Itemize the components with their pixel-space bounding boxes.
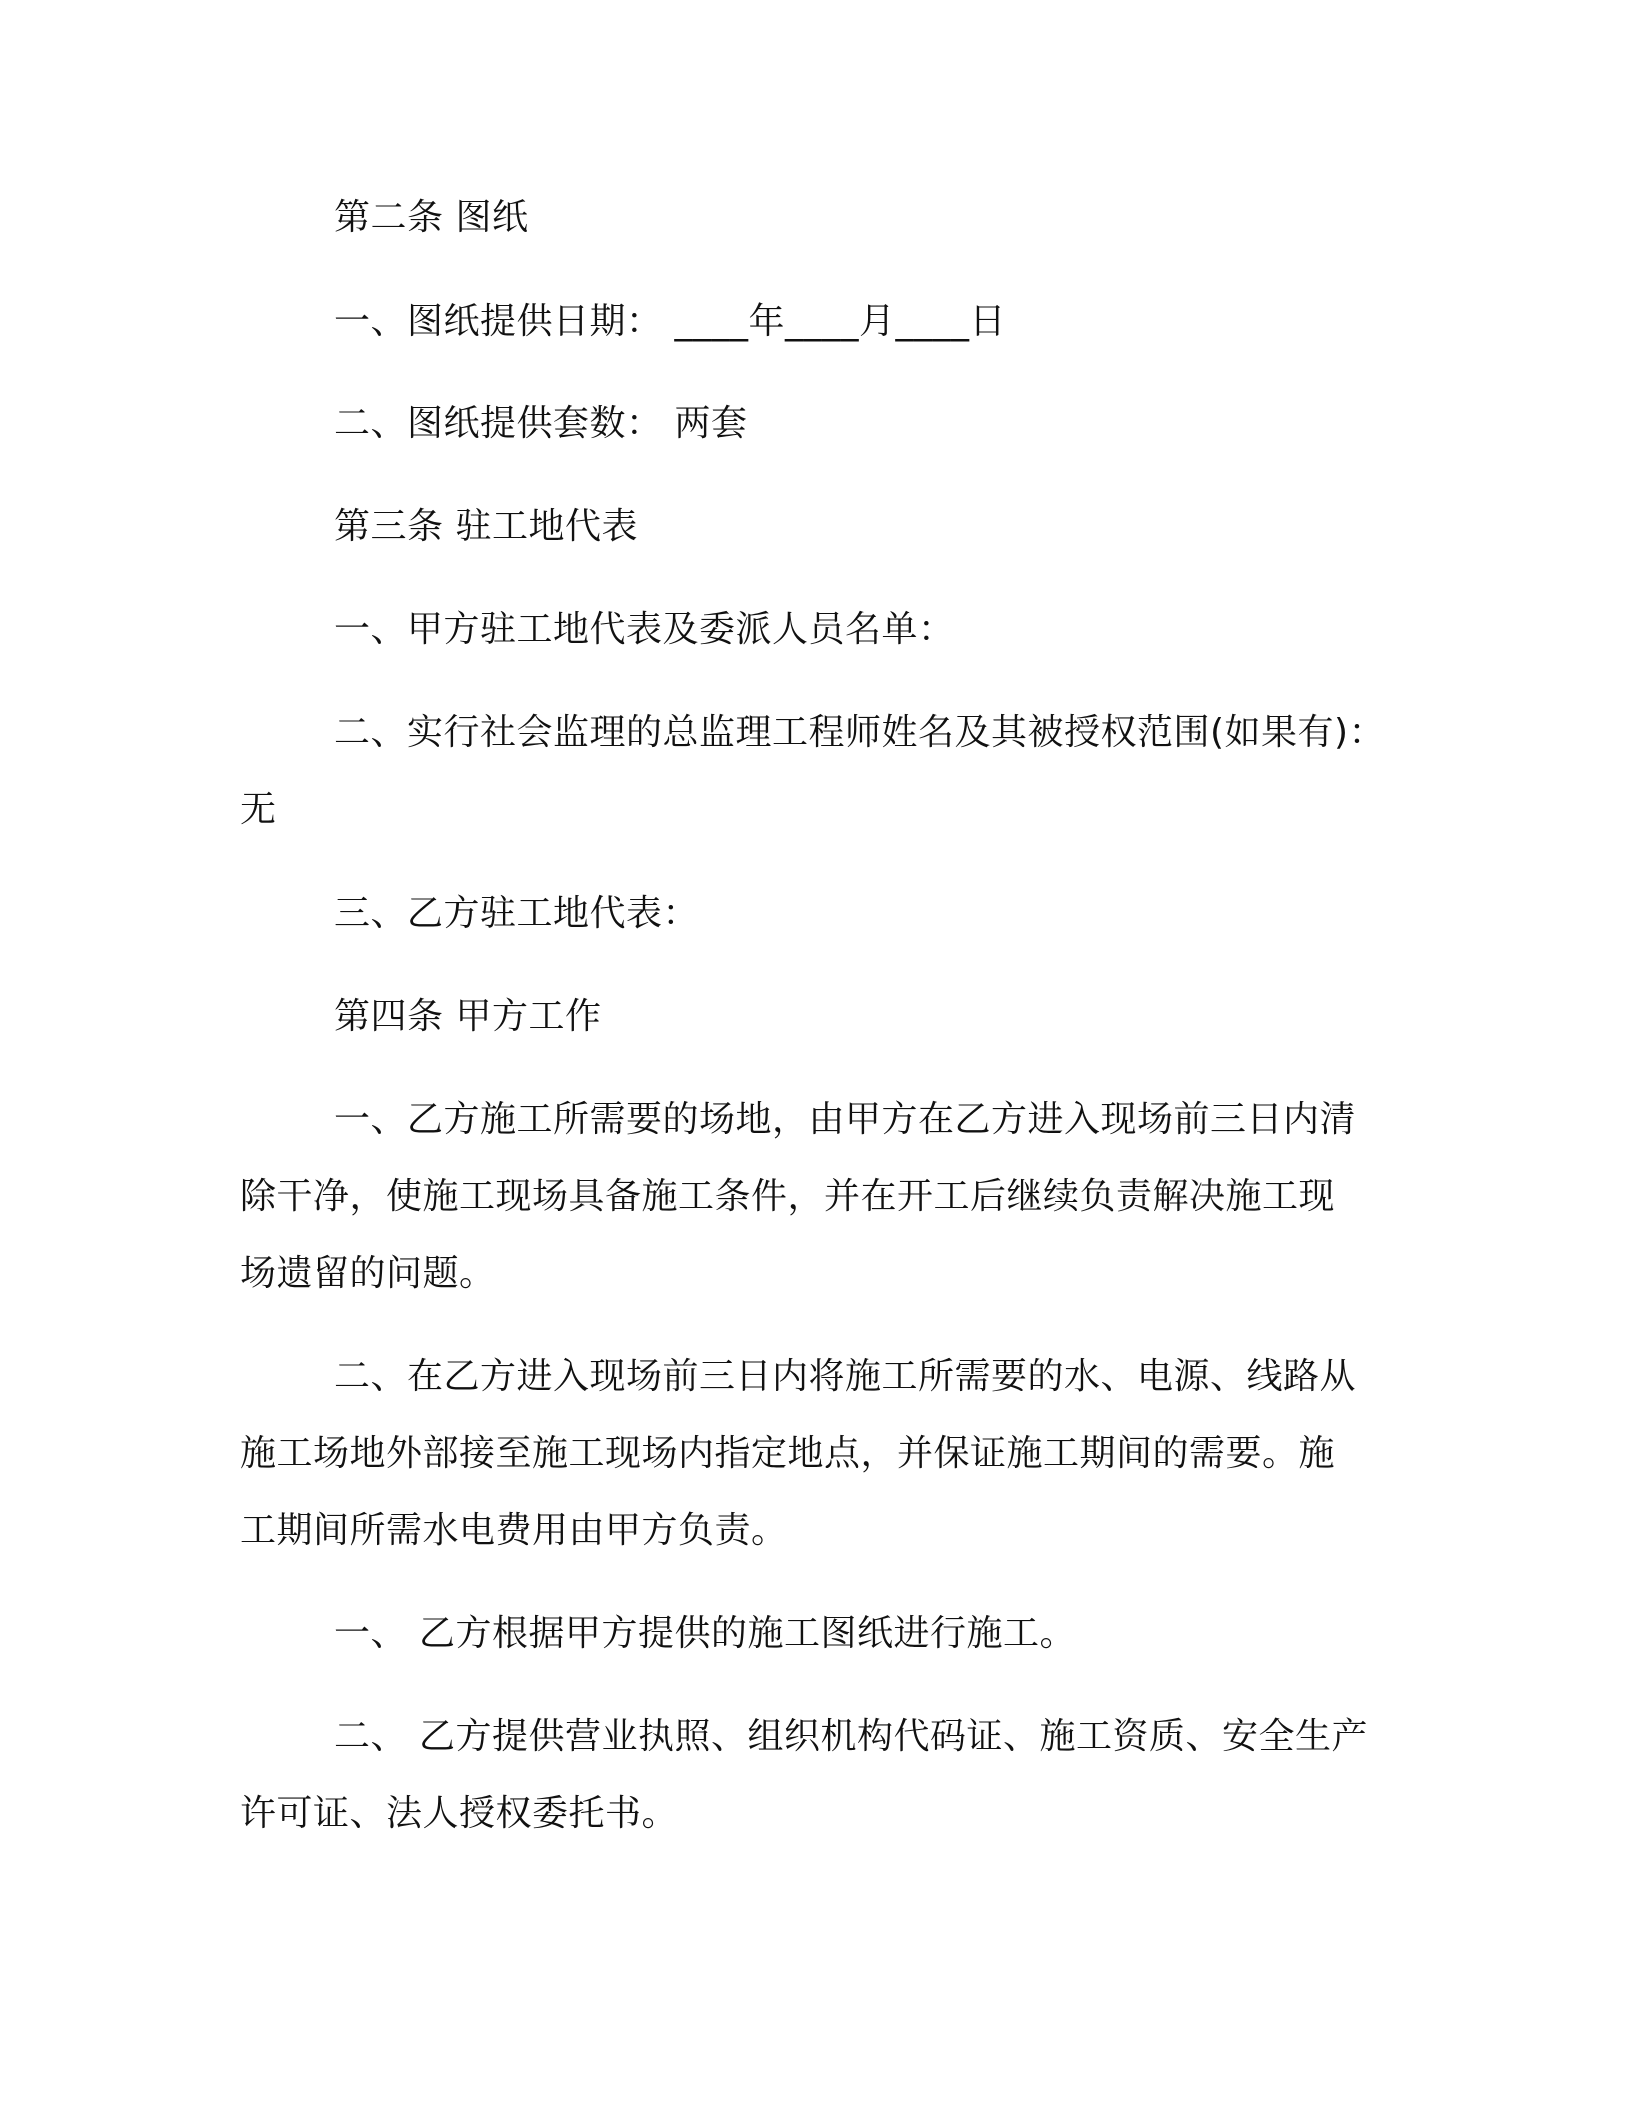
article-4-heading: 第四条 甲方工作 (334, 996, 602, 1037)
article-4-item-1-line-1: 一、乙方施工所需要的场地，由甲方在乙方进入现场前三日内清 (334, 1099, 1357, 1140)
party-b-representative-line: 三、乙方驻工地代表： (334, 893, 700, 934)
article-4-item-2-line-3: 工期间所需水电费用由甲方负责。 (240, 1510, 788, 1551)
article-2-heading: 第二条 图纸 (334, 197, 529, 238)
party-a-representative-line: 一、甲方驻工地代表及委派人员名单： (334, 609, 955, 650)
chief-supervisor-line: 二、实行社会监理的总监理工程师姓名及其被授权范围(如果有)： (334, 712, 1386, 753)
chief-supervisor-value: 无 (240, 789, 277, 830)
article-4-item-2-line-1: 二、在乙方进入现场前三日内将施工所需要的水、电源、线路从 (334, 1356, 1357, 1397)
drawing-sets-line: 二、图纸提供套数： 两套 (334, 403, 748, 444)
party-b-item-1-line: 一、 乙方根据甲方提供的施工图纸进行施工。 (334, 1613, 1076, 1654)
party-b-item-2-line-2: 许可证、法人授权委托书。 (240, 1793, 679, 1834)
article-3-heading: 第三条 驻工地代表 (334, 506, 638, 547)
party-b-item-2-line-1: 二、 乙方提供营业执照、组织机构代码证、施工资质、安全生产 (334, 1716, 1368, 1757)
article-4-item-2-line-2: 施工场地外部接至施工现场内指定地点，并保证施工期间的需要。施 (240, 1433, 1336, 1474)
article-4-item-1-line-2: 除干净，使施工现场具备施工条件，并在开工后继续负责解决施工现 (240, 1176, 1336, 1217)
drawing-date-line: 一、图纸提供日期： ____年____月____日 (334, 301, 1006, 342)
article-4-item-1-line-3: 场遗留的问题。 (240, 1253, 496, 1294)
